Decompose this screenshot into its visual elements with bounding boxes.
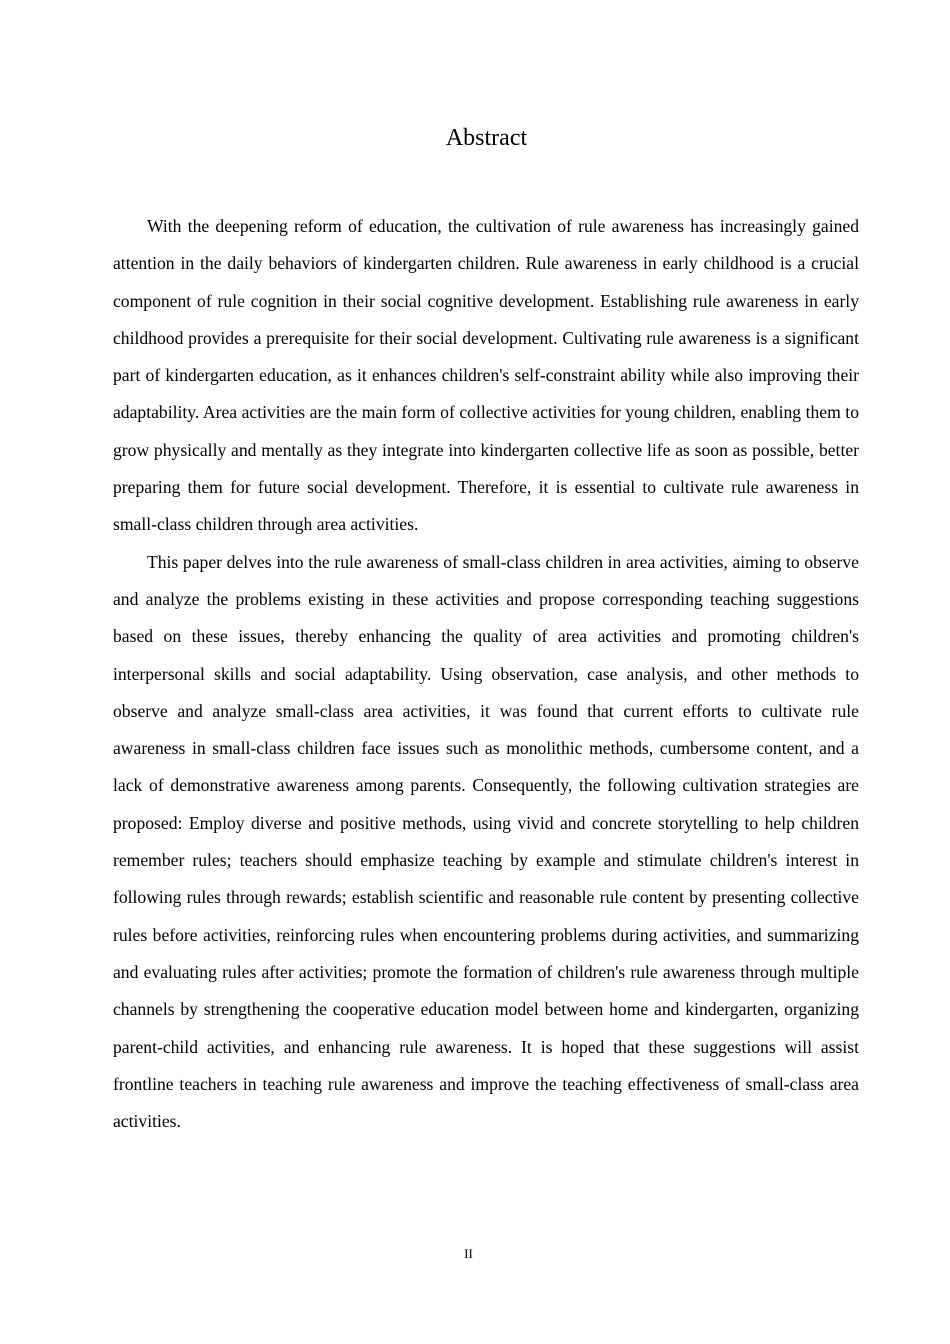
- abstract-paragraph-2: This paper delves into the rule awareness of small-class children in area activities, aiming to observe and analyze the problems existing in these activities and propose corresponding teaching suggestions based on these issues, thereby enhancing the quality of area activities and promoting children's interpersonal skills and social adaptability. Using observation, case analysis, and other methods to observe and analyze small-class area activities, it was found that current efforts to cultivate rule awareness in small-class children face issues such as monolithic methods, cumbersome content, and a lack of demonstrative awareness among parents. Consequently, the following cultivation strategies are proposed: Employ diverse and positive methods, using vivid and concrete storytelling to help children remember rules; teachers should emphasize teaching by example and stimulate children's interest in following rules through rewards; establish scientific and reasonable rule content by presenting collective rules before activities, reinforcing rules when encountering problems during activities, and summarizing and evaluating rules after activities; promote the formation of children's rule awareness through multiple channels by strengthening the cooperative education model between home and kindergarten, organizing parent-child activities, and enhancing rule awareness. It is hoped that these suggestions will assist frontline teachers in teaching rule awareness and improve the teaching effectiveness of small-class area activities.: [113, 551, 859, 1132]
- page-number: II: [464, 1246, 473, 1261]
- page-title: Abstract: [445, 125, 528, 151]
- abstract-paragraph-1: With the deepening reform of education, the cultivation of rule awareness has increasingly gained attention in the daily behaviors of kindergarten children. Rule awareness in early childhood is a crucial component of rule cognition in their social cognitive development. Establishing rule awareness in early childhood provides a prerequisite for their social development. Cultivating rule awareness is a significant part of kindergarten education, as it enhances children's self-constraint ability while also improving their adaptability. Area activities are the main form of collective activities for young children, enabling them to grow physically and mentally as they integrate into kindergarten collective life as soon as possible, better preparing them for future social development. Therefore, it is essential to cultivate rule awareness in small-class children through area activities.: [113, 216, 859, 535]
- abstract-body: [113, 208, 859, 1140]
